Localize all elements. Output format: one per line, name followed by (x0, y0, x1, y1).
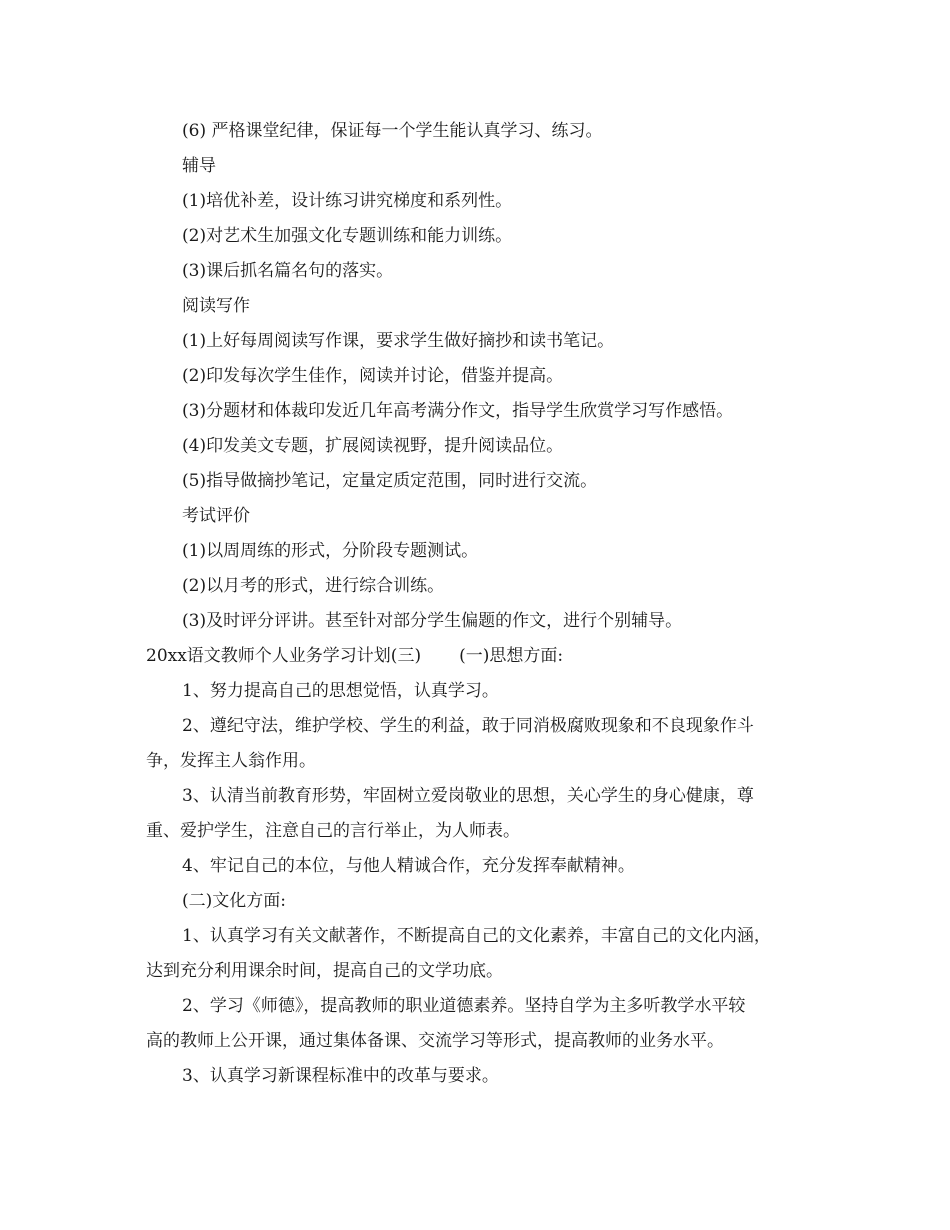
text-line: 争，发挥主人翁作用。 (146, 751, 316, 771)
text-line: (2)对艺术生加强文化专题训练和能力训练。 (182, 226, 513, 246)
text-line: 1、认真学习有关文献著作，不断提高自己的文化素养，丰富自己的文化内涵， (182, 926, 771, 946)
text-line: 4、牢记自己的本位，与他人精诚合作，充分发挥奉献精神。 (182, 856, 635, 876)
text-line: 2、学习《师德》，提高教师的职业道德素养。坚持自学为主多听教学水平较 (182, 996, 746, 1016)
section-subheading: (一)思想方面: (459, 646, 564, 666)
text-line: (3)分题材和体裁印发近几年高考满分作文，指导学生欣赏学习写作感悟。 (182, 401, 734, 421)
text-line: (6) 严格课堂纪律，保证每一个学生能认真学习、练习。 (182, 121, 603, 141)
text-line: (4)印发美文专题，扩展阅读视野，提升阅读品位。 (182, 436, 564, 456)
text-line: 达到充分利用课余时间，提高自己的文学功底。 (146, 961, 503, 981)
text-line: (1)培优补差，设计练习讲究梯度和系列性。 (182, 191, 513, 211)
text-line: (2)印发每次学生佳作，阅读并讨论，借鉴并提高。 (182, 366, 564, 386)
text-line: 重、爱护学生，注意自己的言行举止，为人师表。 (146, 821, 520, 841)
text-line: (3)及时评分评讲。甚至针对部分学生偏题的作文，进行个别辅导。 (182, 611, 683, 631)
heading-tutoring: 辅导 (182, 156, 216, 176)
section-title-line (146, 646, 563, 666)
text-line: 3、认真学习新课程标准中的改革与要求。 (182, 1066, 499, 1086)
text-line: (2)以月考的形式，进行综合训练。 (182, 576, 445, 596)
text-line: (1)上好每周阅读写作课，要求学生做好摘抄和读书笔记。 (182, 331, 615, 351)
text-line: (1)以周周练的形式，分阶段专题测试。 (182, 541, 479, 561)
section-title: 20xx语文教师个人业务学习计划(三) (146, 646, 422, 666)
text-line: 1、努力提高自己的思想觉悟，认真学习。 (182, 681, 499, 701)
heading-culture: (二)文化方面: (182, 891, 286, 911)
text-line: (5)指导做摘抄笔记，定量定质定范围，同时进行交流。 (182, 471, 598, 491)
heading-reading-writing: 阅读写作 (182, 296, 250, 316)
text-line: (3)课后抓名篇名句的落实。 (182, 261, 394, 281)
text-line: 2、遵纪守法，维护学校、学生的利益，敢于同消极腐败现象和不良现象作斗 (182, 716, 754, 736)
text-line: 3、认清当前教育形势，牢固树立爱岗敬业的思想，关心学生的身心健康，尊 (182, 786, 754, 806)
text-line: 高的教师上公开课，通过集体备课、交流学习等形式，提高教师的业务水平。 (146, 1031, 724, 1051)
heading-exam-evaluation: 考试评价 (182, 506, 250, 526)
